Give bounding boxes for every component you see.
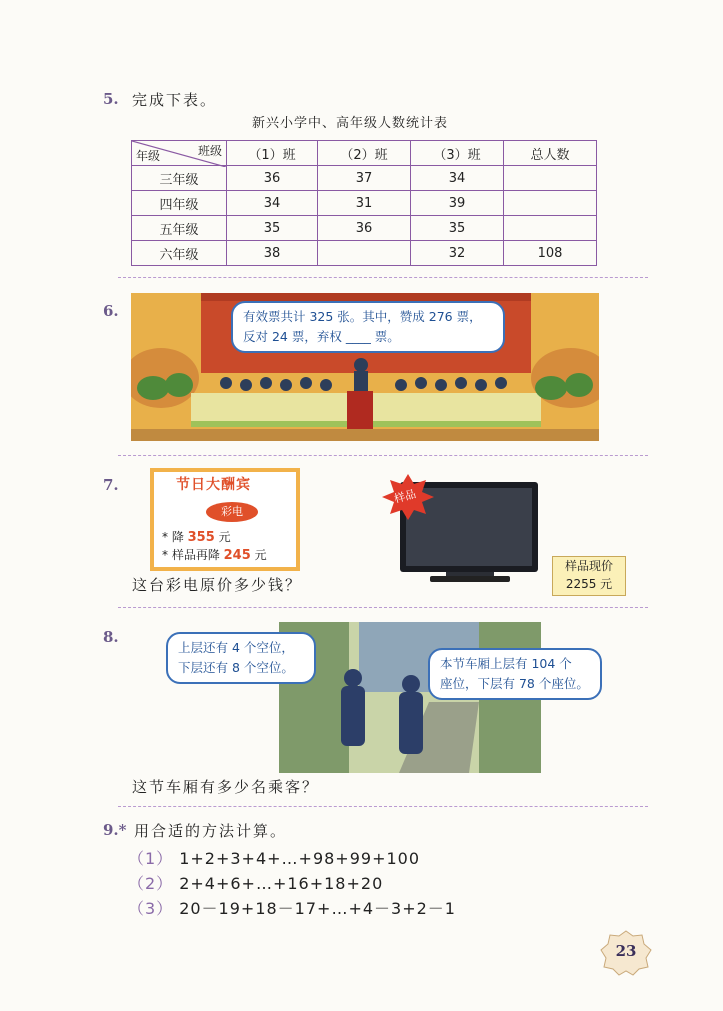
sale-tag: 彩电 — [206, 502, 258, 522]
header-class2: （2）班 — [318, 141, 411, 166]
q9-number: 9.* — [103, 821, 127, 839]
q9-instruction: 用合适的方法计算。 — [134, 822, 288, 840]
sale-line2: * 样品再降 245 元 — [162, 548, 267, 563]
table-row — [132, 241, 597, 266]
value-cell[interactable] — [318, 241, 411, 266]
value-cell: 31 — [318, 191, 411, 216]
header-class1: （1）班 — [227, 141, 318, 166]
q6-bubble-line2: 反对 24 票，弃权 ____ 票。 — [243, 329, 400, 344]
price-tag-line2: 2255 元 — [565, 577, 613, 591]
grade-stat-table — [131, 140, 597, 266]
total-cell: 108 — [504, 241, 597, 266]
divider — [118, 277, 648, 278]
q8-right-bubble — [428, 648, 602, 700]
total-cell[interactable] — [504, 166, 597, 191]
divider — [118, 806, 648, 807]
value-cell: 37 — [318, 166, 411, 191]
q8-question: 这节车厢有多少名乘客？ — [132, 778, 320, 796]
price-tag-line1: 样品现价 — [564, 559, 613, 573]
sale-poster — [150, 468, 300, 571]
sale-title: 节日大酬宾 — [176, 477, 251, 493]
header-total: 总人数 — [504, 141, 597, 166]
q5-number: 5. — [103, 90, 119, 108]
value-cell: 35 — [227, 216, 318, 241]
page-number: 23 — [615, 942, 637, 960]
sample-badge-label: 样品 — [392, 487, 418, 506]
calc-item-1: （1） 1+2+3+4+…+98+99+100 — [128, 849, 421, 868]
divider — [118, 607, 648, 608]
q8-right-line2: 座位，下层有 78 个座位。 — [440, 676, 589, 691]
q6-number: 6. — [103, 302, 119, 320]
grade-cell: 六年级 — [132, 241, 227, 266]
q5-instruction: 完成下表。 — [132, 91, 218, 109]
q6-bubble-line1: 有效票共计 325 张。其中，赞成 276 票， — [243, 309, 482, 324]
grade-cell: 四年级 — [132, 191, 227, 216]
q8-left-line2: 下层还有 8 个空位。 — [178, 660, 294, 675]
grade-cell: 三年级 — [132, 166, 227, 191]
table-row — [132, 216, 597, 241]
calc-item-3: （3） 20－19+18－17+…+4－3+2－1 — [128, 899, 456, 918]
q7-question: 这台彩电原价多少钱？ — [132, 576, 303, 594]
q8-number: 8. — [103, 628, 119, 646]
calc-item-2: （2） 2+4+6+…+16+18+20 — [128, 874, 384, 893]
corner-bottom-label: 年级 — [136, 149, 161, 163]
value-cell: 34 — [227, 191, 318, 216]
total-cell[interactable] — [504, 216, 597, 241]
price-tag — [552, 556, 626, 596]
meeting-illustration — [131, 293, 599, 441]
value-cell: 36 — [227, 166, 318, 191]
value-cell: 32 — [411, 241, 504, 266]
table-row — [132, 166, 597, 191]
total-cell[interactable] — [504, 191, 597, 216]
value-cell: 38 — [227, 241, 318, 266]
corner-top-label: 班级 — [197, 144, 222, 158]
divider — [118, 455, 648, 456]
table-row — [132, 191, 597, 216]
q7-number: 7. — [103, 476, 119, 494]
table-title: 新兴小学中、高年级人数统计表 — [252, 116, 449, 131]
q8-left-bubble — [166, 632, 316, 684]
q6-speech-bubble — [231, 301, 505, 353]
sale-line1: * 降 355 元 — [162, 530, 231, 545]
header-class3: （3）班 — [411, 141, 504, 166]
value-cell: 34 — [411, 166, 504, 191]
value-cell: 36 — [318, 216, 411, 241]
q8-left-line1: 上层还有 4 个空位， — [178, 640, 294, 655]
grade-cell: 五年级 — [132, 216, 227, 241]
corner-header-cell — [132, 141, 227, 166]
value-cell: 39 — [411, 191, 504, 216]
q8-right-line1: 本节车厢上层有 104 个 — [440, 656, 572, 671]
value-cell: 35 — [411, 216, 504, 241]
